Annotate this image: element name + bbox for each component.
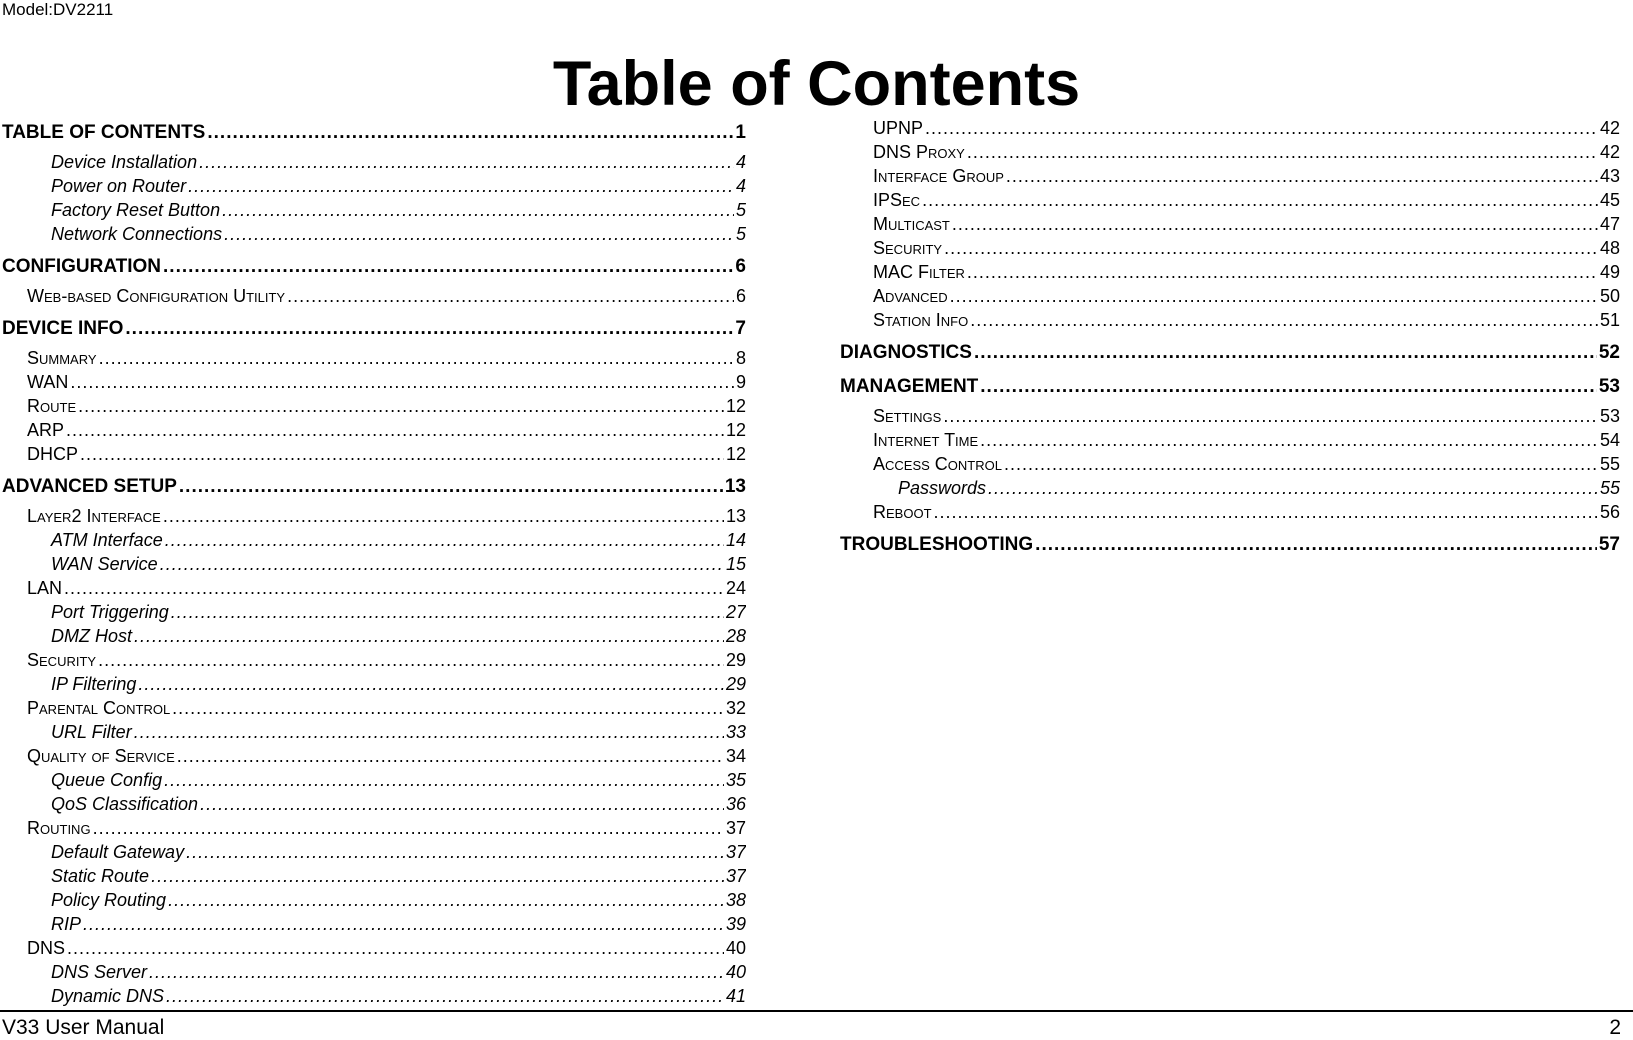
toc-entry-page: 35 — [725, 770, 746, 790]
toc-entry-title: Power on Router — [51, 176, 187, 196]
right-toc-entry[interactable] — [840, 376, 1620, 402]
left-toc-entry[interactable] — [2, 224, 746, 248]
toc-entry-title: Summary — [27, 348, 97, 368]
toc-entry-title: Advanced — [873, 286, 948, 306]
toc-dot-leader — [125, 318, 733, 340]
left-toc-entry[interactable] — [2, 890, 746, 914]
toc-entry-page: 41 — [725, 986, 746, 1006]
toc-entry-page: 40 — [725, 938, 746, 958]
toc-dot-leader — [988, 478, 1598, 499]
toc-entry-title: Factory Reset Button — [51, 200, 221, 220]
left-toc-entry[interactable] — [2, 476, 746, 502]
toc-entry-page: 27 — [725, 602, 746, 622]
toc-entry-title: Network Connections — [51, 224, 223, 244]
toc-entry-title: LAN — [27, 578, 63, 598]
left-toc-entry[interactable] — [2, 842, 746, 866]
toc-entry-page: 37 — [725, 842, 746, 862]
toc-entry-page: 34 — [725, 746, 746, 766]
left-toc-entry[interactable] — [2, 698, 746, 722]
right-toc-entry[interactable] — [873, 142, 1620, 166]
toc-entry-page: 48 — [1599, 238, 1620, 258]
toc-entry-page: 32 — [725, 698, 746, 718]
footer-page-number: 2 — [1609, 1016, 1621, 1039]
toc-entry-page: 9 — [735, 372, 746, 392]
toc-entry-page: 4 — [735, 152, 746, 172]
toc-entry-title: IPSec — [873, 190, 921, 210]
toc-dot-leader — [70, 372, 734, 393]
toc-entry-title: Interface Group — [873, 166, 1004, 186]
toc-entry-title: RIP — [51, 914, 82, 934]
toc-entry-page: 36 — [725, 794, 746, 814]
toc-entry-title: Policy Routing — [51, 890, 167, 910]
toc-dot-leader — [78, 396, 724, 417]
toc-entry-title: URL Filter — [51, 722, 132, 742]
footer-manual-name: V33 User Manual — [2, 1016, 165, 1039]
toc-entry-title: TABLE OF CONTENTS — [2, 122, 206, 143]
toc-entry-title: Quality of Service — [27, 746, 175, 766]
toc-entry-page: 39 — [725, 914, 746, 934]
toc-dot-leader — [179, 476, 723, 498]
left-toc-entry[interactable] — [2, 348, 746, 372]
right-toc-entry[interactable] — [873, 430, 1620, 454]
left-toc-entry[interactable] — [2, 286, 746, 310]
toc-dot-leader — [134, 626, 724, 647]
right-toc-entry[interactable] — [873, 214, 1620, 238]
toc-entry-page: 4 — [735, 176, 746, 196]
toc-entry-page: 47 — [1599, 214, 1620, 234]
toc-dot-leader — [64, 578, 724, 599]
toc-dot-leader — [207, 122, 733, 144]
toc-entry-title: Reboot — [873, 502, 932, 522]
footer-divider — [0, 1010, 1633, 1012]
toc-dot-leader — [224, 224, 734, 245]
right-toc-entry[interactable] — [873, 262, 1620, 286]
toc-dot-leader — [172, 698, 724, 719]
model-label: Model:DV2211 — [2, 0, 114, 19]
toc-entry-page: 6 — [735, 256, 746, 277]
toc-dot-leader — [186, 842, 724, 863]
right-toc-entry[interactable] — [840, 342, 1620, 368]
toc-dot-leader — [164, 770, 724, 791]
toc-dot-leader — [974, 342, 1597, 364]
toc-entry-page: 52 — [1598, 342, 1620, 363]
toc-entry-page: 12 — [725, 396, 746, 416]
toc-dot-leader — [166, 986, 724, 1007]
toc-dot-leader — [943, 406, 1598, 427]
toc-entry-title: TROUBLESHOOTING — [840, 534, 1034, 555]
right-toc-entry[interactable] — [873, 118, 1620, 142]
toc-entry-page: 37 — [725, 866, 746, 886]
toc-dot-leader — [1004, 454, 1598, 475]
toc-entry-page: 40 — [725, 962, 746, 982]
left-toc-entry[interactable] — [2, 602, 746, 626]
toc-entry-title: Station Info — [873, 310, 969, 330]
right-toc-entry[interactable] — [873, 502, 1620, 526]
toc-dot-leader — [163, 256, 733, 278]
toc-entry-page: 53 — [1598, 376, 1620, 397]
toc-dot-leader — [200, 794, 724, 815]
left-toc-entry[interactable] — [2, 122, 746, 148]
toc-dot-leader — [922, 190, 1598, 211]
toc-entry-title: Settings — [873, 406, 942, 426]
toc-entry-title: Multicast — [873, 214, 950, 234]
left-toc-entry[interactable] — [2, 866, 746, 890]
left-toc-entry[interactable] — [2, 396, 746, 420]
toc-dot-leader — [149, 962, 724, 983]
toc-dot-leader — [925, 118, 1598, 139]
left-toc-entry[interactable] — [2, 626, 746, 650]
toc-entry-page: 29 — [725, 650, 746, 670]
toc-entry-title: Port Triggering — [51, 602, 169, 622]
right-toc-entry[interactable] — [873, 166, 1620, 190]
toc-dot-leader — [163, 506, 724, 527]
toc-entry-page: 13 — [725, 506, 746, 526]
toc-dot-leader — [222, 200, 734, 221]
toc-entry-page: 37 — [725, 818, 746, 838]
toc-entry-title: Routing — [27, 818, 91, 838]
toc-dot-leader — [93, 818, 724, 839]
toc-entry-title: CONFIGURATION — [2, 256, 162, 277]
toc-entry-page: 42 — [1599, 118, 1620, 138]
toc-dot-leader — [1035, 534, 1597, 556]
toc-entry-page: 53 — [1599, 406, 1620, 426]
toc-entry-title: Device Installation — [51, 152, 198, 172]
toc-entry-page: 51 — [1599, 310, 1620, 330]
right-toc-entry[interactable] — [873, 310, 1620, 334]
toc-entry-page: 43 — [1599, 166, 1620, 186]
toc-entry-page: 5 — [735, 200, 746, 220]
left-toc-entry[interactable] — [2, 770, 746, 794]
toc-entry-page: 6 — [735, 286, 746, 306]
toc-entry-title: ATM Interface — [51, 530, 163, 550]
toc-entry-page: 13 — [724, 476, 746, 497]
toc-entry-page: 5 — [735, 224, 746, 244]
toc-entry-title: Passwords — [898, 478, 987, 498]
right-toc-entry[interactable] — [873, 406, 1620, 430]
toc-dot-leader — [287, 286, 734, 307]
toc-entry-title: DEVICE INFO — [2, 318, 124, 339]
left-toc-entry[interactable] — [2, 152, 746, 176]
toc-entry-page: 56 — [1599, 502, 1620, 522]
toc-entry-page: 55 — [1599, 454, 1620, 474]
toc-entry-title: Security — [873, 238, 943, 258]
left-toc-entry[interactable] — [2, 200, 746, 224]
toc-entry-page: 8 — [735, 348, 746, 368]
left-toc-entry[interactable] — [2, 530, 746, 554]
toc-dot-leader — [83, 914, 724, 935]
toc-dot-leader — [66, 420, 724, 441]
toc-entry-title: IP Filtering — [51, 674, 137, 694]
toc-entry-title: Security — [27, 650, 97, 670]
toc-entry-title: Internet Time — [873, 430, 979, 450]
toc-dot-leader — [967, 142, 1598, 163]
toc-entry-title: MANAGEMENT — [840, 376, 979, 397]
toc-dot-leader — [199, 152, 734, 173]
left-toc-entry[interactable] — [2, 986, 746, 1010]
toc-dot-leader — [950, 286, 1598, 307]
toc-entry-title: Dynamic DNS — [51, 986, 165, 1006]
toc-entry-page: 29 — [725, 674, 746, 694]
toc-entry-title: MAC Filter — [873, 262, 965, 282]
toc-entry-title: Layer2 Interface — [27, 506, 161, 526]
left-toc-entry[interactable] — [2, 722, 746, 746]
toc-entry-page: 14 — [725, 530, 746, 550]
toc-left-column — [2, 122, 746, 1010]
toc-entry-title: WAN — [27, 372, 69, 392]
toc-entry-page: 24 — [725, 578, 746, 598]
toc-entry-page: 12 — [725, 444, 746, 464]
toc-entry-title: Parental Control — [27, 698, 171, 718]
left-toc-entry[interactable] — [2, 554, 746, 578]
toc-dot-leader — [168, 890, 724, 911]
toc-entry-page: 55 — [1599, 478, 1620, 498]
left-toc-entry[interactable] — [2, 914, 746, 938]
toc-dot-leader — [980, 430, 1598, 451]
left-toc-entry[interactable] — [2, 444, 746, 468]
toc-dot-leader — [1006, 166, 1598, 187]
toc-dot-leader — [952, 214, 1598, 235]
left-toc-entry[interactable] — [2, 578, 746, 602]
left-toc-entry[interactable] — [2, 318, 746, 344]
toc-entry-title: UPNP — [873, 118, 924, 138]
toc-entry-title: Static Route — [51, 866, 150, 886]
left-toc-entry[interactable] — [2, 256, 746, 282]
left-toc-entry[interactable] — [2, 372, 746, 396]
toc-entry-title: WAN Service — [51, 554, 158, 574]
toc-dot-leader — [967, 262, 1598, 283]
toc-dot-leader — [160, 554, 724, 575]
toc-entry-page: 28 — [725, 626, 746, 646]
left-toc-entry[interactable] — [2, 818, 746, 842]
toc-entry-page: 50 — [1599, 286, 1620, 306]
toc-entry-title: DHCP — [27, 444, 79, 464]
toc-dot-leader — [138, 674, 724, 695]
toc-entry-page: 42 — [1599, 142, 1620, 162]
right-toc-entry[interactable] — [873, 478, 1620, 502]
toc-dot-leader — [970, 310, 1598, 331]
toc-dot-leader — [151, 866, 724, 887]
page-title: Table of Contents — [552, 49, 1081, 119]
toc-dot-leader — [171, 602, 724, 623]
toc-dot-leader — [944, 238, 1598, 259]
toc-entry-title: Default Gateway — [51, 842, 185, 862]
toc-right-column — [840, 118, 1620, 560]
toc-entry-title: DIAGNOSTICS — [840, 342, 972, 363]
toc-entry-page: 33 — [725, 722, 746, 742]
left-toc-entry[interactable] — [2, 746, 746, 770]
toc-entry-page: 45 — [1599, 190, 1620, 210]
toc-entry-title: DNS Proxy — [873, 142, 965, 162]
toc-entry-page: 12 — [725, 420, 746, 440]
toc-entry-title: QoS Classification — [51, 794, 199, 814]
toc-entry-title: DNS Server — [51, 962, 148, 982]
toc-entry-title: ADVANCED SETUP — [2, 476, 177, 497]
toc-entry-page: 54 — [1599, 430, 1620, 450]
toc-dot-leader — [934, 502, 1598, 523]
right-toc-entry[interactable] — [873, 454, 1620, 478]
toc-entry-page: 7 — [735, 318, 746, 339]
left-toc-entry[interactable] — [2, 506, 746, 530]
toc-entry-title: Access Control — [873, 454, 1002, 474]
toc-entry-page: 38 — [725, 890, 746, 910]
right-toc-entry[interactable] — [873, 190, 1620, 214]
left-toc-entry[interactable] — [2, 674, 746, 698]
left-toc-entry[interactable] — [2, 962, 746, 986]
toc-dot-leader — [98, 650, 724, 671]
left-toc-entry[interactable] — [2, 650, 746, 674]
toc-entry-page: 57 — [1598, 534, 1620, 555]
left-toc-entry[interactable] — [2, 176, 746, 200]
toc-entry-page: 15 — [725, 554, 746, 574]
right-toc-entry[interactable] — [873, 238, 1620, 262]
toc-dot-leader — [134, 722, 724, 743]
toc-dot-leader — [188, 176, 734, 197]
toc-dot-leader — [165, 530, 724, 551]
toc-entry-title: ARP — [27, 420, 65, 440]
left-toc-entry[interactable] — [2, 794, 746, 818]
toc-dot-leader — [177, 746, 724, 767]
toc-entry-title: Web-based Configuration Utility — [27, 286, 286, 306]
right-toc-entry[interactable] — [840, 534, 1620, 560]
toc-dot-leader — [980, 376, 1597, 398]
toc-entry-title: Route — [27, 396, 77, 416]
toc-entry-title: DNS — [27, 938, 66, 958]
toc-dot-leader — [80, 444, 724, 465]
right-toc-entry[interactable] — [873, 286, 1620, 310]
left-toc-entry[interactable] — [2, 938, 746, 962]
toc-dot-leader — [99, 348, 734, 369]
toc-entry-page: 1 — [735, 122, 746, 143]
toc-entry-title: DMZ Host — [51, 626, 132, 646]
toc-entry-page: 49 — [1599, 262, 1620, 282]
left-toc-entry[interactable] — [2, 420, 746, 444]
toc-dot-leader — [67, 938, 724, 959]
toc-entry-title: Queue Config — [51, 770, 163, 790]
